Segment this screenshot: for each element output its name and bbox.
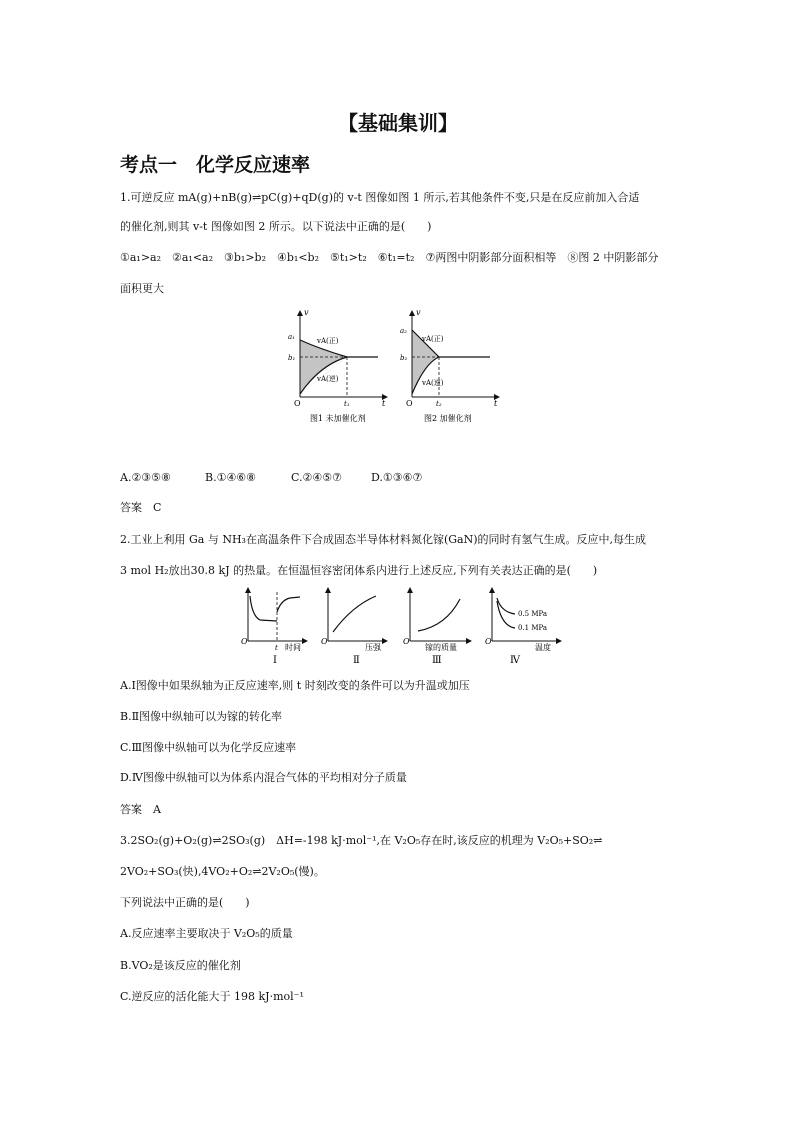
q3-stem-line2: 2VO₂+SO₃(快),4VO₂+O₂⇌2V₂O₅(慢)。	[120, 865, 325, 878]
fig2-caption: 图2 加催化剂	[424, 414, 472, 423]
figure-2-v-t-graph	[400, 308, 500, 423]
graph3-x-label: 镓的质量	[425, 643, 457, 652]
q2-option-b: B.Ⅱ图像中纵轴可以为镓的转化率	[120, 710, 283, 723]
graph1-origin: O	[241, 637, 248, 646]
graph2-roman: Ⅱ	[353, 655, 360, 666]
q3-stem-line3: 下列说法中正确的是( )	[120, 896, 250, 909]
q1-figures	[280, 305, 520, 430]
q1-option-b: B.①④⑥⑧	[205, 471, 257, 484]
section-heading: 考点一 化学反应速率	[120, 154, 311, 176]
q2-stem-line2: 3 mol H₂放出30.8 kJ 的热量。在恒温恒容密闭体系内进行上述反应,下列有关表达正确的是( )	[120, 564, 598, 577]
graph2-x-label: 压强	[365, 643, 381, 652]
fig1-forward-label: vA(正)	[317, 337, 339, 345]
q2-graphs	[236, 584, 566, 668]
fig1-origin: O	[294, 399, 301, 408]
fig1-b-label: b₁	[288, 354, 296, 362]
q2-answer: 答案 A	[120, 803, 161, 816]
figure-1-v-t-graph	[288, 308, 388, 423]
fig2-t-axis-label: t	[494, 399, 498, 408]
graph3-roman: Ⅲ	[432, 655, 442, 666]
q3-option-b: B.VO₂是该反应的催化剂	[120, 959, 241, 972]
graph-2	[321, 587, 388, 666]
q1-stem-line2: 的催化剂,则其 v-t 图像如图 2 所示。以下说法中正确的是( )	[120, 220, 432, 233]
q2-option-d: D.Ⅳ图像中纵轴可以为体系内混合气体的平均相对分子质量	[120, 771, 407, 784]
fig1-t-axis-label: t	[382, 399, 386, 408]
q1-option-d: D.①③⑥⑦	[371, 471, 423, 484]
fig1-v-label: v	[304, 308, 309, 317]
fig2-a-label: a₂	[400, 327, 407, 335]
q1-answer: 答案 C	[120, 501, 162, 514]
graph-4	[485, 587, 562, 666]
graph4-x-label: 温度	[535, 643, 551, 652]
fig2-origin: O	[406, 399, 413, 408]
fig1-a-label: a₁	[288, 333, 295, 341]
graph4-curve1-label: 0.5 MPa	[518, 610, 548, 618]
q1-option-a: A.②③⑤⑧	[120, 471, 171, 484]
fig2-b-label: b₂	[400, 354, 408, 362]
graph3-origin: O	[403, 637, 410, 646]
graph1-roman: Ⅰ	[273, 655, 277, 666]
fig1-reverse-label: vA(逆)	[317, 375, 339, 383]
graph4-origin: O	[485, 637, 492, 646]
fig2-reverse-label: vA(逆)	[422, 379, 444, 387]
graph-1	[241, 587, 308, 666]
graph1-x-label: 时间	[285, 643, 301, 652]
q1-statements: ①a₁>a₂ ②a₁<a₂ ③b₁>b₂ ④b₁<b₂ ⑤t₁>t₂ ⑥t₁=t₂ ⑦两图中阴影部分面积相等 ⑧图 2 中阴影部分	[120, 251, 659, 264]
fig1-caption: 图1 未加催化剂	[310, 414, 366, 423]
fig1-t1-label: t₁	[344, 400, 350, 408]
graph1-t-label: t	[275, 644, 278, 652]
fig2-forward-label: vA(正)	[422, 335, 444, 343]
fig2-v-label: v	[416, 308, 421, 317]
fig2-t2-label: t₂	[436, 400, 442, 408]
q1-option-c: C.②④⑤⑦	[291, 471, 342, 484]
graph4-curve2-label: 0.1 MPa	[518, 624, 548, 632]
graph2-origin: O	[321, 637, 328, 646]
q1-statements-cont: 面积更大	[120, 282, 164, 295]
q2-option-c: C.Ⅲ图像中纵轴可以为化学反应速率	[120, 741, 297, 754]
q3-stem-line1: 3.2SO₂(g)+O₂(g)⇌2SO₃(g) ΔH=-198 kJ·mol⁻¹,在 V₂O₅存在时,该反应的机理为 V₂O₅+SO₂⇌	[120, 834, 603, 847]
q2-option-a: A.Ⅰ图像中如果纵轴为正反应速率,则 t 时刻改变的条件可以为升温或加压	[120, 679, 470, 692]
q3-option-c: C.逆反应的活化能大于 198 kJ·mol⁻¹	[120, 990, 304, 1003]
q2-stem-line1: 2.工业上利用 Ga 与 NH₃在高温条件下合成固态半导体材料氮化镓(GaN)的同时有氢气生成。反应中,每生成	[120, 533, 647, 546]
graph4-roman: Ⅳ	[510, 655, 520, 666]
graph-3	[403, 587, 472, 666]
page-title: 【基础集训】	[338, 111, 458, 135]
q3-option-a: A.反应速率主要取决于 V₂O₅的质量	[120, 927, 293, 940]
q1-stem-line1: 1.可逆反应 mA(g)+nB(g)⇌pC(g)+qD(g)的 v-t 图像如图 1 所示,若其他条件不变,只是在反应前加入合适	[120, 191, 640, 204]
